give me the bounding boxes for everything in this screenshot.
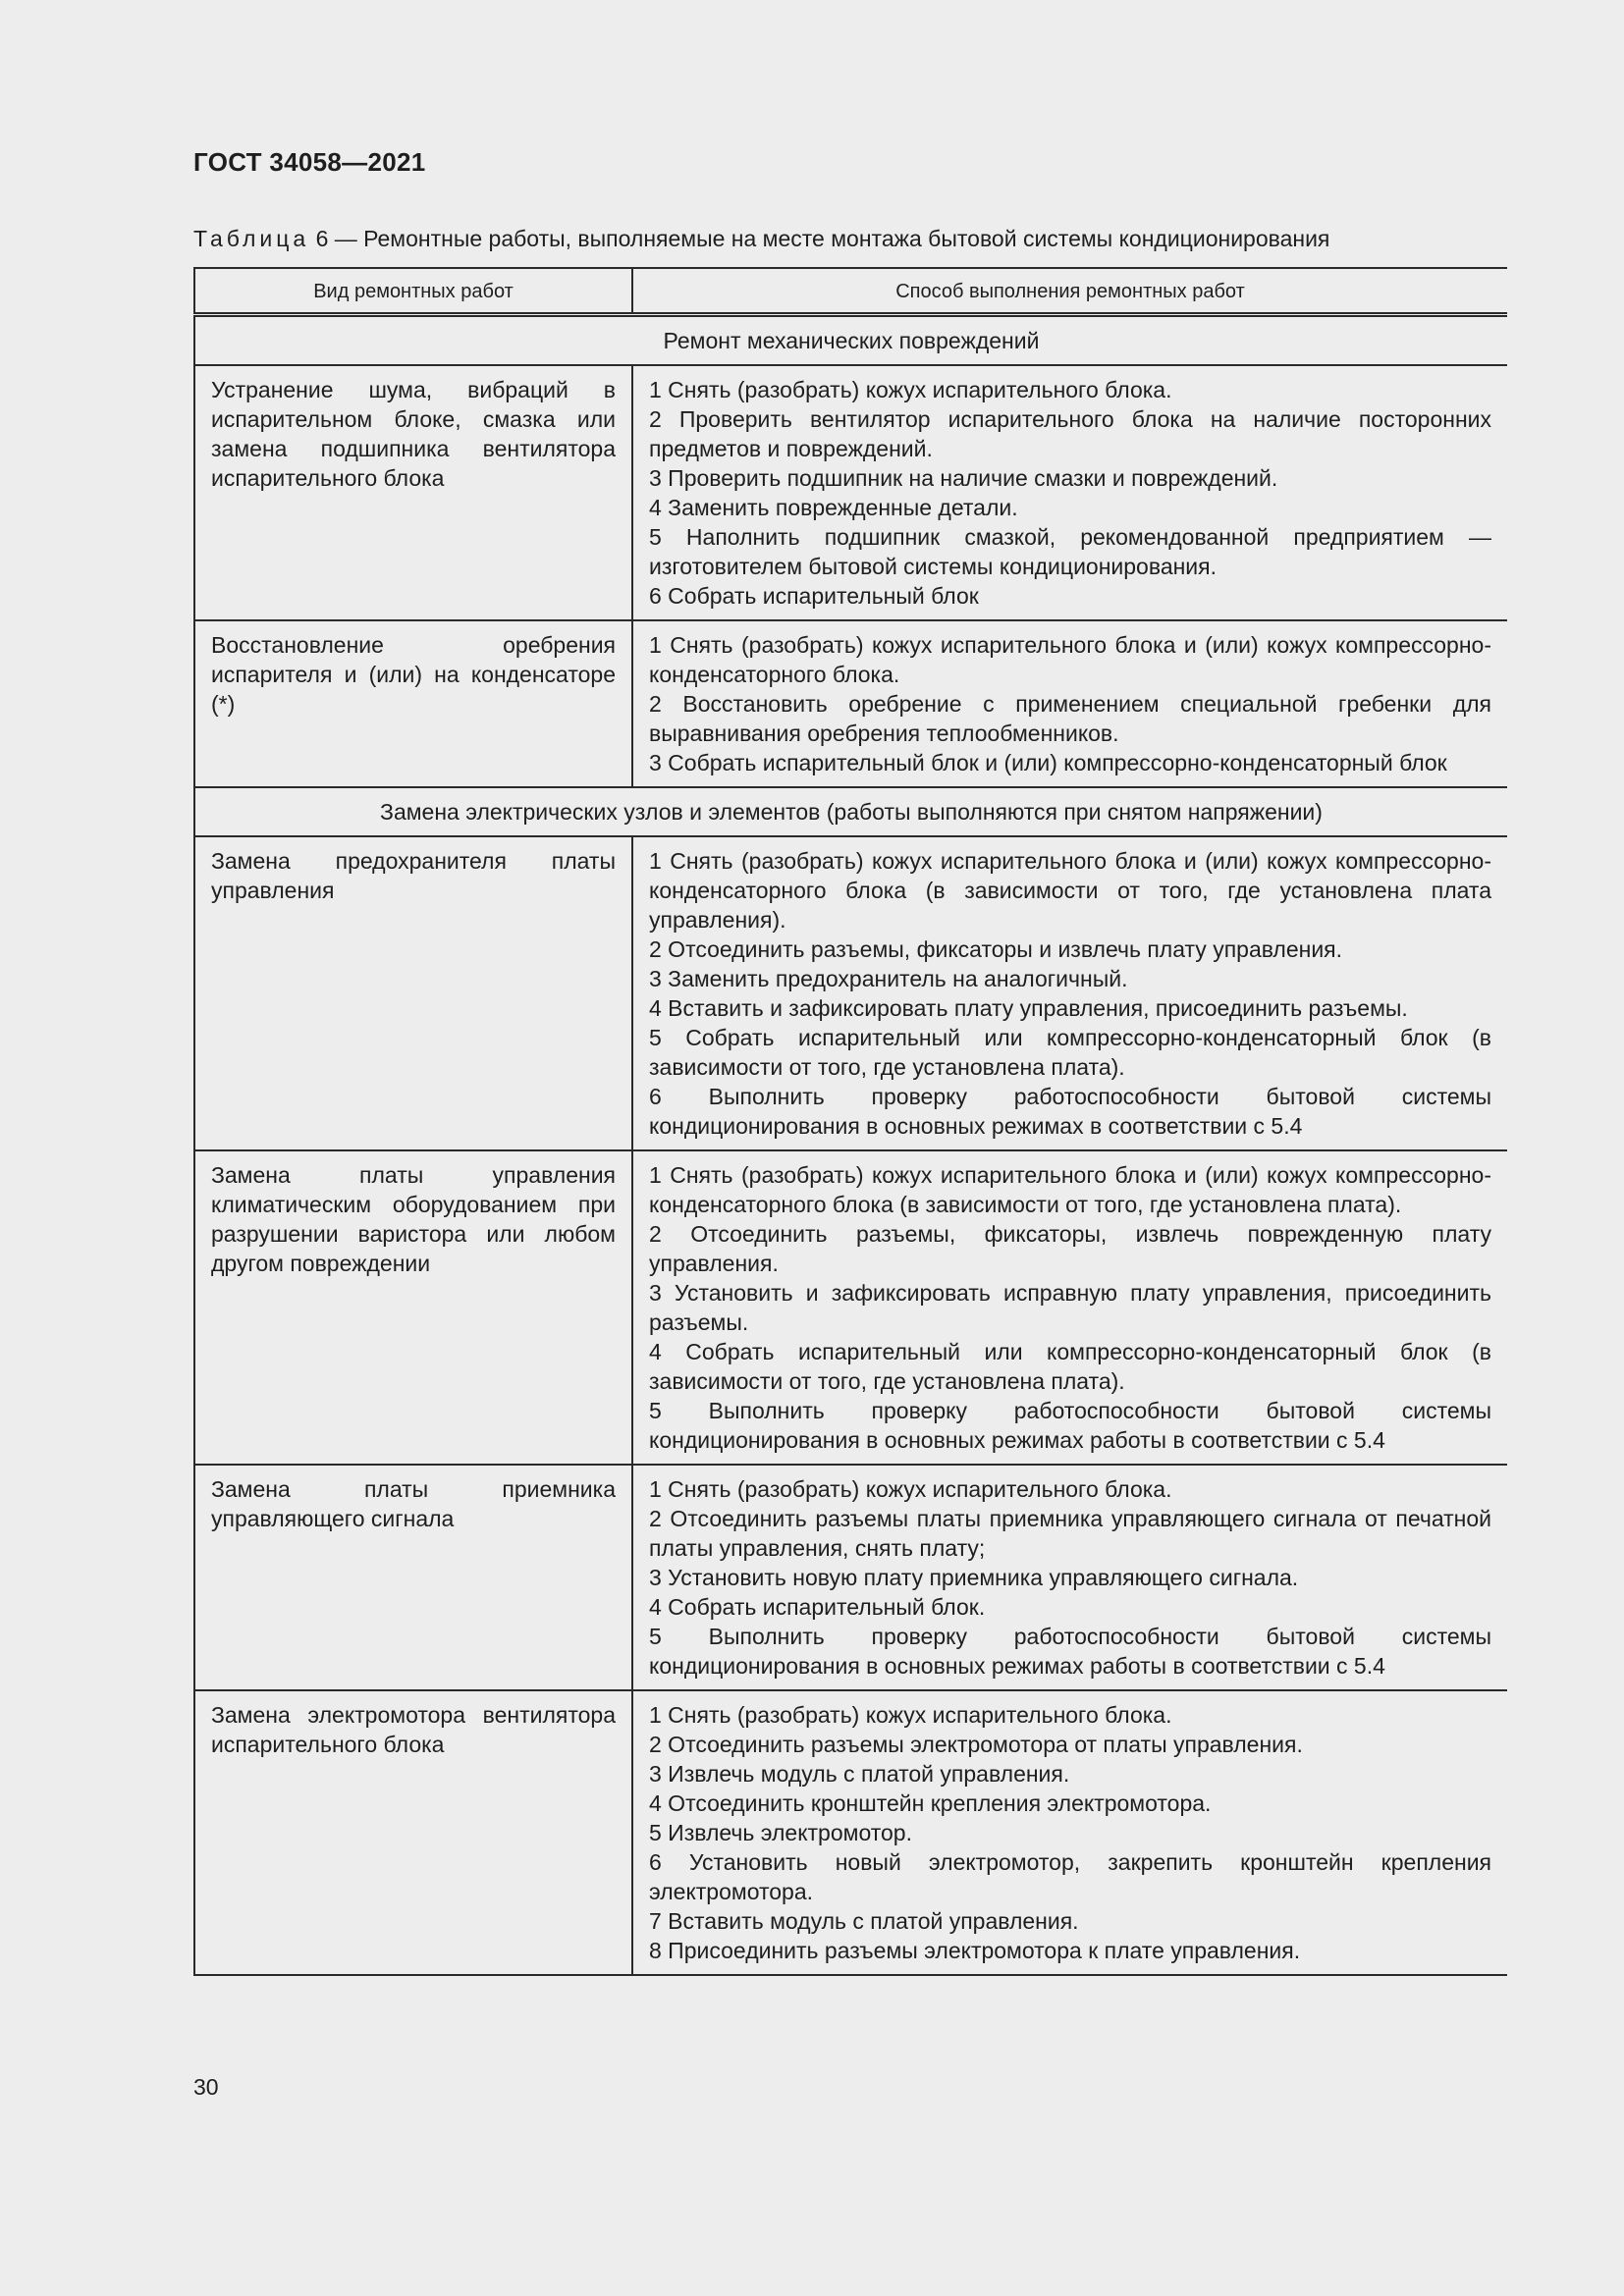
section-row	[194, 315, 1507, 366]
method-step: 8 Присоединить разъемы электромотора к плате управления.	[649, 1938, 1301, 1963]
method-step: 1 Снять (разобрать) кожух испарительного блока и (или) кожух компрессорно-конденсаторного блока.	[649, 632, 1491, 687]
method-cell	[632, 1690, 1507, 1975]
work-type-cell: Замена предохранителя платы управления	[194, 836, 632, 1150]
method-step: 1 Снять (разобрать) кожух испарительного блока.	[649, 1702, 1172, 1728]
method-step: 5 Выполнить проверку работоспособности бытовой системы кондиционирования в основных режимах работы в соответствии с 5.4	[649, 1398, 1491, 1453]
table-container	[193, 267, 1507, 2046]
table-body	[194, 315, 1507, 1976]
method-step: 3 Заменить предохранитель на аналогичный.	[649, 966, 1128, 991]
method-step: 3 Проверить подшипник на наличие смазки и повреждений.	[649, 465, 1278, 491]
method-step: 4 Заменить поврежденные детали.	[649, 495, 1018, 520]
work-type-cell: Замена электромотора вентилятора испарительного блока	[194, 1690, 632, 1975]
section-title: Ремонт механических повреждений	[194, 315, 1507, 366]
work-type-cell: Восстановление оребрения испарителя и (или) на конденсаторе (*)	[194, 620, 632, 787]
table-row	[194, 836, 1507, 1150]
method-cell	[632, 365, 1507, 620]
method-cell	[632, 1150, 1507, 1465]
method-step: 4 Собрать испарительный или компрессорно-конденсаторный блок (в зависимости от того, где установлена плата).	[649, 1339, 1491, 1394]
table-row	[194, 620, 1507, 787]
method-step: 5 Извлечь электромотор.	[649, 1820, 912, 1845]
table-caption-text: 6 — Ремонтные работы, выполняемые на месте монтажа бытовой системы кондиционирования	[315, 226, 1330, 251]
method-cell	[632, 620, 1507, 787]
page-number: 30	[193, 2074, 219, 2100]
method-step: 3 Установить и зафиксировать исправную плату управления, присоединить разъемы.	[649, 1280, 1491, 1335]
section-title: Замена электрических узлов и элементов (работы выполняются при снятом напряжении)	[194, 787, 1507, 836]
table-caption	[193, 226, 1329, 252]
method-step: 5 Наполнить подшипник смазкой, рекомендованной предприятием — изготовителем бытовой системы кондиционирования.	[649, 524, 1491, 579]
work-type-cell: Устранение шума, вибраций в испарительном блоке, смазка или замена подшипника вентилятора испарительного блока	[194, 365, 632, 620]
method-step: 1 Снять (разобрать) кожух испарительного блока и (или) кожух компрессорно-конденсаторного блока (в зависимости от того, где установлена плата управления).	[649, 848, 1491, 933]
method-step: 2 Отсоединить разъемы электромотора от платы управления.	[649, 1732, 1303, 1757]
table-row	[194, 1150, 1507, 1465]
method-cell	[632, 836, 1507, 1150]
method-step: 4 Вставить и зафиксировать плату управления, присоединить разъемы.	[649, 995, 1408, 1021]
method-step: 3 Извлечь модуль с платой управления.	[649, 1761, 1070, 1787]
method-step: 3 Установить новую плату приемника управляющего сигнала.	[649, 1565, 1299, 1590]
method-step: 2 Отсоединить разъемы, фиксаторы, извлечь поврежденную плату управления.	[649, 1221, 1491, 1276]
method-step: 1 Снять (разобрать) кожух испарительного блока.	[649, 377, 1172, 402]
table-row	[194, 1690, 1507, 1975]
method-step: 4 Отсоединить кронштейн крепления электромотора.	[649, 1790, 1212, 1816]
column-header-method: Способ выполнения ремонтных работ	[632, 268, 1507, 315]
method-step: 2 Отсоединить разъемы платы приемника управляющего сигнала от печатной платы управления, снять плату;	[649, 1506, 1491, 1561]
table-row	[194, 1465, 1507, 1690]
method-step: 6 Выполнить проверку работоспособности бытовой системы кондиционирования в основных режимах в соответствии с 5.4	[649, 1084, 1491, 1139]
method-step: 3 Собрать испарительный блок и (или) компрессорно-конденсаторный блок	[649, 750, 1447, 775]
method-step: 2 Восстановить оребрение с применением специальной гребенки для выравнивания оребрения теплообменников.	[649, 691, 1491, 746]
method-step: 7 Вставить модуль с платой управления.	[649, 1908, 1079, 1934]
method-cell	[632, 1465, 1507, 1690]
method-step: 1 Снять (разобрать) кожух испарительного блока.	[649, 1476, 1172, 1502]
method-step: 1 Снять (разобрать) кожух испарительного блока и (или) кожух компрессорно-конденсаторного блока (в зависимости от того, где установлена плата).	[649, 1162, 1491, 1217]
method-step: 2 Проверить вентилятор испарительного блока на наличие посторонних предметов и повреждений.	[649, 406, 1491, 461]
table-caption-label: Таблица	[193, 226, 310, 251]
method-step: 2 Отсоединить разъемы, фиксаторы и извлечь плату управления.	[649, 936, 1343, 962]
document-code: ГОСТ 34058—2021	[193, 147, 426, 177]
method-step: 4 Собрать испарительный блок.	[649, 1594, 986, 1620]
repair-works-table	[193, 267, 1507, 1976]
work-type-cell: Замена платы управления климатическим оборудованием при разрушении варистора или любом другом повреждении	[194, 1150, 632, 1465]
column-header-work-type: Вид ремонтных работ	[194, 268, 632, 315]
method-step: 6 Собрать испарительный блок	[649, 583, 979, 609]
work-type-cell: Замена платы приемника управляющего сигнала	[194, 1465, 632, 1690]
method-step: 6 Установить новый электромотор, закрепить кронштейн крепления электромотора.	[649, 1849, 1491, 1904]
table-header-row	[194, 268, 1507, 315]
table-row	[194, 365, 1507, 620]
section-row	[194, 787, 1507, 836]
method-step: 5 Выполнить проверку работоспособности бытовой системы кондиционирования в основных режимах работы в соответствии с 5.4	[649, 1624, 1491, 1679]
method-step: 5 Собрать испарительный или компрессорно-конденсаторный блок (в зависимости от того, где установлена плата).	[649, 1025, 1491, 1080]
